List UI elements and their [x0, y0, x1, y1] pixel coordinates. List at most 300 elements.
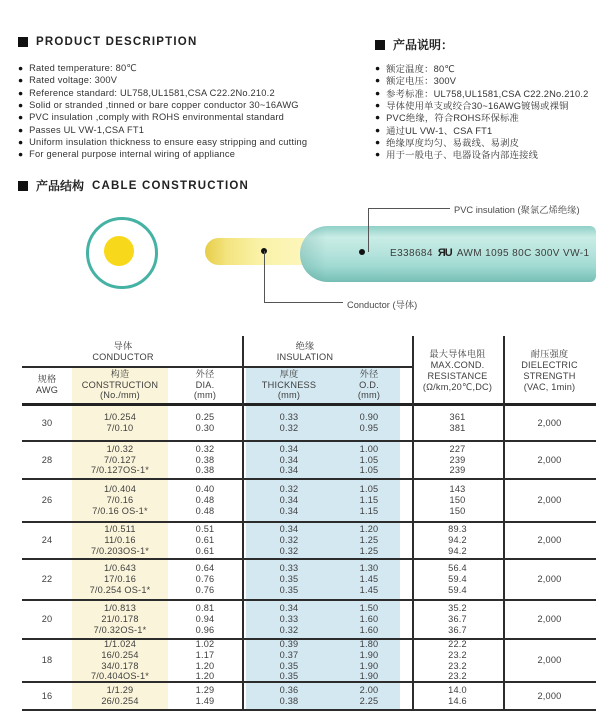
dia-value-line: 0.81	[195, 603, 215, 614]
od-value-line: 2.00	[359, 685, 379, 696]
thickness-value-line: 0.35	[279, 574, 299, 585]
dia-value	[168, 442, 242, 478]
header-line: 厚度	[279, 368, 299, 379]
table-row-awg-22	[22, 560, 596, 601]
header-line: CONDUCTOR	[92, 351, 154, 362]
bullet-icon: ●	[375, 75, 381, 86]
header-line: STRENGTH	[523, 371, 576, 381]
resistance-value-line: 89.3	[448, 524, 467, 535]
header-line: (mm)	[193, 390, 217, 401]
conductor-label: Conductor (导体)	[347, 300, 418, 310]
thickness-value-line: 0.34	[279, 603, 299, 614]
product-notes-heading	[375, 36, 453, 53]
construction-value-line: 1/0.643	[103, 563, 137, 574]
resistance-value-line: 143	[449, 484, 466, 495]
resistance-value-line: 59.4	[448, 584, 467, 595]
header-line: DIA.	[195, 379, 215, 390]
construction-value-line: 34/0.178	[101, 660, 139, 671]
divider-insulation-resistance	[412, 336, 414, 711]
resistance-value	[412, 406, 503, 440]
section-marker-icon	[375, 40, 385, 50]
dielectric-value	[503, 640, 596, 681]
dielectric-value	[503, 683, 596, 709]
thickness-value	[244, 406, 334, 440]
dielectric-value-line: 2,000	[537, 614, 562, 625]
construction-value	[72, 442, 168, 478]
conductor-group-header	[22, 338, 224, 365]
cross-section-conductor	[104, 236, 134, 266]
table-row-awg-18	[22, 640, 596, 683]
bullet-icon: ●	[18, 87, 24, 98]
divider-conductor-insulation	[242, 336, 244, 711]
header-line: RESISTANCE	[427, 371, 488, 381]
bullet-item	[375, 123, 603, 135]
thickness-value-line: 0.34	[279, 454, 299, 465]
insulation-group-header	[240, 338, 370, 365]
dielectric-value	[503, 442, 596, 478]
product-description-heading	[18, 36, 197, 48]
construction-value-line: 1/0.813	[103, 603, 137, 614]
bullet-text: Uniform insulation thickness to ensure easy stripping and cutting	[29, 136, 308, 147]
od-value-line: 1.15	[359, 505, 379, 516]
resistance-value-line: 23.2	[448, 671, 467, 682]
thickness-value-line: 0.35	[279, 660, 299, 671]
header-line: (VAC, 1min)	[523, 381, 576, 392]
product-description-title: PRODUCT DESCRIPTION	[36, 36, 198, 48]
bullet-item	[375, 74, 603, 86]
cable-marking-rating: AWM 1095 80C 300V VW-1	[456, 247, 590, 259]
resistance-value-line: 56.4	[448, 563, 467, 574]
dielectric-value-line: 2,000	[537, 454, 562, 465]
resistance-value-line: 23.2	[448, 660, 467, 671]
dia-value	[168, 601, 242, 638]
bullet-text: Rated temperature: 80℃	[29, 62, 138, 73]
header-line: 规格	[37, 374, 57, 385]
construction-value	[72, 523, 168, 558]
resistance-value-line: 36.7	[448, 614, 467, 625]
bullet-icon: ●	[18, 112, 24, 123]
dia-value-line: 1.29	[195, 685, 215, 696]
construction-value-line: 7/0.404OS-1*	[90, 671, 150, 682]
dia-value-line: 1.20	[195, 660, 215, 671]
dielectric-column-header	[503, 340, 596, 402]
awg-value	[22, 560, 72, 599]
bullet-icon: ●	[375, 149, 381, 160]
bullet-item	[18, 111, 370, 123]
resistance-value	[412, 640, 503, 681]
bullet-text: 参考标准：UL758,UL1581,CSA C22.2No.210.2	[386, 88, 589, 99]
header-line: THICKNESS	[261, 379, 317, 390]
bullet-text: PVC绝缘，符合ROHS环保标准	[386, 113, 519, 124]
resistance-value	[412, 442, 503, 478]
bullet-item	[375, 99, 603, 111]
thickness-value-line: 0.38	[279, 696, 299, 706]
od-value	[334, 480, 404, 521]
thickness-value-line: 0.34	[279, 524, 299, 535]
awg-value-line: 16	[41, 690, 53, 701]
awg-column-header	[22, 368, 72, 402]
cable-marking	[390, 247, 589, 259]
dia-value-line: 0.96	[195, 624, 215, 635]
bullet-item	[375, 136, 603, 148]
bullet-icon: ●	[375, 63, 381, 74]
construction-value-line: 1/0.404	[103, 484, 137, 495]
bullet-icon: ●	[375, 124, 381, 135]
resistance-value-line: 94.2	[448, 545, 467, 556]
header-line: 构造	[110, 368, 130, 379]
bullet-item	[18, 123, 370, 135]
dia-value-line: 1.49	[195, 696, 215, 706]
awg-value-line: 24	[41, 535, 53, 546]
dia-value-line: 0.48	[195, 505, 215, 516]
dielectric-value-line: 2,000	[537, 417, 562, 428]
dia-value-line: 1.17	[195, 649, 215, 660]
od-value-line: 1.30	[359, 563, 379, 574]
awg-value	[22, 480, 72, 521]
construction-column-header	[72, 368, 168, 402]
awg-value	[22, 683, 72, 709]
construction-value-line: 7/0.10	[106, 423, 134, 433]
bullet-icon: ●	[375, 112, 381, 123]
resistance-value-line: 361	[449, 412, 466, 423]
dia-value-line: 0.30	[195, 423, 215, 433]
product-notes-list	[375, 62, 603, 160]
bullet-item	[18, 148, 370, 160]
resistance-value-line: 35.2	[448, 603, 467, 614]
resistance-value-line: 150	[449, 495, 466, 506]
bullet-item	[18, 99, 370, 111]
construction-value-line: 1/0.511	[104, 524, 136, 535]
bullet-text: Rated voltage: 300V	[29, 75, 118, 86]
resistance-value	[412, 601, 503, 638]
bullet-icon: ●	[18, 124, 24, 135]
construction-value	[72, 480, 168, 521]
thickness-value-line: 0.34	[279, 465, 299, 476]
header-line: 外径	[359, 368, 379, 379]
resistance-value-line: 14.6	[448, 696, 467, 706]
dielectric-value	[503, 560, 596, 599]
spec-table	[22, 336, 596, 711]
awg-value-line: 20	[41, 614, 53, 625]
bullet-icon: ●	[375, 136, 381, 147]
construction-value	[72, 406, 168, 440]
header-line: (mm)	[357, 390, 381, 401]
construction-value	[72, 640, 168, 681]
header-line: (Ω/km,20℃,DC)	[422, 381, 493, 392]
awg-value	[22, 406, 72, 440]
dia-value-line: 0.64	[195, 563, 215, 574]
product-notes-title: 产品说明：	[393, 38, 454, 52]
thickness-value-line: 0.34	[279, 495, 299, 506]
resistance-value-line: 239	[449, 465, 466, 476]
awg-value	[22, 523, 72, 558]
dielectric-value	[503, 406, 596, 440]
pvc-leader-dot	[359, 249, 365, 255]
od-value-line: 1.60	[359, 614, 379, 625]
awg-value	[22, 442, 72, 478]
od-value-line: 0.95	[359, 423, 379, 433]
thickness-value-line: 0.32	[279, 423, 299, 433]
resistance-value-line: 59.4	[448, 574, 467, 585]
thickness-value	[244, 683, 334, 709]
header-line: INSULATION	[276, 351, 334, 362]
construction-value	[72, 683, 168, 709]
construction-value-line: 11/0.16	[104, 535, 136, 546]
thickness-value	[244, 640, 334, 681]
bullet-icon: ●	[18, 63, 24, 74]
insulation-cylinder	[300, 226, 596, 282]
resistance-value-line: 36.7	[448, 624, 467, 635]
construction-value-line: 16/0.254	[101, 649, 139, 660]
header-line: 绝缘	[295, 340, 315, 351]
resistance-column-header	[412, 340, 503, 402]
od-value-line: 0.90	[359, 412, 379, 423]
od-value-line: 1.80	[359, 638, 379, 649]
dia-value	[168, 480, 242, 521]
od-value-line: 1.50	[359, 603, 379, 614]
cable-construction-heading	[18, 177, 249, 194]
bullet-text: Passes UL VW-1,CSA FT1	[29, 124, 145, 135]
resistance-value	[412, 480, 503, 521]
header-line: 导体	[113, 340, 133, 351]
dielectric-value	[503, 601, 596, 638]
dielectric-value-line: 2,000	[537, 495, 562, 506]
bullet-item	[375, 62, 603, 74]
dia-value-line: 0.51	[195, 524, 215, 535]
header-line: MAX.COND.	[430, 360, 485, 371]
cable-construction-title-cn: 产品结构	[36, 179, 85, 193]
dia-value-line: 1.20	[195, 671, 215, 682]
dia-value-line: 0.76	[195, 584, 215, 595]
thickness-value	[244, 442, 334, 478]
od-value	[334, 523, 404, 558]
thickness-value-line: 0.32	[279, 535, 299, 546]
thickness-value-line: 0.35	[279, 584, 299, 595]
thickness-value-line: 0.32	[279, 545, 299, 556]
pvc-insulation-label: PVC insulation (聚氯乙烯绝缘)	[454, 205, 580, 215]
header-line: 最大导体电阻	[429, 349, 486, 360]
bullet-text: 额定电压：300V	[386, 76, 457, 87]
thickness-value	[244, 601, 334, 638]
divider-resistance-dielectric	[503, 336, 505, 711]
od-value-line: 1.25	[359, 545, 379, 556]
dia-value-line: 0.32	[195, 443, 215, 454]
table-row-awg-28	[22, 442, 596, 480]
resistance-value	[412, 560, 503, 599]
thickness-value-line: 0.36	[279, 685, 299, 696]
header-line: 外径	[195, 368, 215, 379]
construction-value-line: 7/0.127	[103, 454, 137, 465]
bullet-item	[18, 62, 370, 74]
bullet-item	[375, 111, 603, 123]
thickness-value-line: 0.34	[279, 443, 299, 454]
construction-value-line: 1/0.32	[106, 443, 134, 454]
od-value-line: 1.90	[359, 660, 379, 671]
construction-value	[72, 560, 168, 599]
bullet-text: 通过UL VW-1、CSA FT1	[386, 125, 493, 136]
thickness-value-line: 0.35	[279, 671, 299, 682]
od-value-line: 1.90	[359, 671, 379, 682]
construction-value-line: 21/0.178	[101, 614, 139, 625]
dia-value	[168, 640, 242, 681]
bullet-icon: ●	[18, 75, 24, 86]
construction-value-line: 1/0.254	[103, 412, 137, 423]
thickness-value-line: 0.33	[279, 412, 299, 423]
pvc-leader-line-horizontal	[368, 208, 450, 209]
resistance-value-line: 23.2	[448, 649, 467, 660]
awg-value-line: 22	[41, 574, 53, 585]
od-value-line: 1.90	[359, 649, 379, 660]
awg-value-line: 28	[41, 454, 53, 465]
table-row-awg-24	[22, 523, 596, 560]
product-description-list	[18, 62, 370, 160]
resistance-value-line: 239	[449, 454, 466, 465]
bullet-text: 导体使用单支或绞合30~16AWG镀锡或裸铜	[386, 101, 569, 112]
dia-value	[168, 560, 242, 599]
dia-value-line: 0.61	[195, 545, 215, 556]
od-value-line: 1.05	[359, 454, 379, 465]
dia-value-line: 0.38	[195, 465, 215, 476]
dielectric-value-line: 2,000	[537, 574, 562, 585]
header-line: 耐压强度	[530, 349, 569, 360]
construction-value-line: 7/0.16	[106, 495, 134, 506]
resistance-value-line: 94.2	[448, 535, 467, 546]
header-line: O.D.	[359, 379, 379, 390]
conductor-leader-line-vertical	[264, 251, 265, 302]
bullet-item	[18, 136, 370, 148]
bullet-text: 绝缘厚度均匀、易裁线、易剥皮	[386, 137, 520, 148]
bullet-text: 用于一般电子、电器设备内部连接线	[386, 150, 539, 161]
construction-value-line: 1/1.29	[106, 685, 134, 696]
od-value-line: 1.20	[359, 524, 379, 535]
bullet-text: Reference standard: UL758,UL1581,CSA C22.2No.210.2	[29, 87, 275, 98]
bullet-text: PVC insulation ,comply with ROHS environmental standard	[29, 112, 285, 123]
od-value	[334, 560, 404, 599]
table-row-awg-20	[22, 601, 596, 640]
awg-value	[22, 640, 72, 681]
thickness-value-line: 0.33	[279, 563, 299, 574]
thickness-value-line: 0.32	[279, 484, 299, 495]
construction-value-line: 26/0.254	[101, 696, 139, 706]
section-marker-icon	[18, 181, 28, 191]
resistance-value	[412, 683, 503, 709]
bullet-item	[18, 87, 370, 99]
awg-value-line: 30	[41, 417, 53, 428]
od-column-header	[334, 368, 404, 402]
dia-value-line: 1.02	[195, 638, 215, 649]
thickness-value-line: 0.37	[279, 649, 299, 660]
od-value-line: 1.00	[359, 443, 379, 454]
header-line: DIELECTRIC	[521, 360, 578, 371]
dia-value-line: 0.25	[195, 412, 215, 423]
spec-table-header	[22, 336, 596, 406]
pvc-leader-line-vertical	[368, 208, 369, 252]
od-value	[334, 601, 404, 638]
resistance-value-line: 227	[449, 443, 466, 454]
dia-column-header	[168, 368, 242, 402]
header-line: CONSTRUCTION	[81, 379, 159, 390]
construction-value-line: 7/0.203OS-1*	[90, 545, 150, 556]
construction-value-line: 7/0.127OS-1*	[90, 465, 150, 476]
bullet-icon: ●	[18, 149, 24, 160]
thickness-value	[244, 480, 334, 521]
awg-value-line: 18	[41, 655, 53, 666]
od-value	[334, 640, 404, 681]
table-row-awg-16	[22, 683, 596, 711]
thickness-column-header	[244, 368, 334, 402]
bullet-text: For general purpose internal wiring of appliance	[29, 149, 236, 160]
bullet-text: Solid or stranded ,tinned or bare copper conductor 30~16AWG	[29, 100, 299, 111]
dia-value	[168, 683, 242, 709]
dia-value-line: 0.76	[195, 574, 215, 585]
construction-value-line: 17/0.16	[103, 574, 137, 585]
table-row-awg-30	[22, 406, 596, 442]
header-line: AWG	[35, 385, 59, 395]
bullet-item	[375, 148, 603, 160]
thickness-value-line: 0.33	[279, 614, 299, 625]
dia-value-line: 0.61	[195, 535, 215, 546]
bullet-item	[18, 74, 370, 86]
od-value-line: 1.45	[359, 584, 379, 595]
dia-value-line: 0.40	[195, 484, 215, 495]
od-value-line: 1.05	[359, 465, 379, 476]
od-value-line: 1.25	[359, 535, 379, 546]
od-value-line: 1.45	[359, 574, 379, 585]
dia-value-line: 0.38	[195, 454, 215, 465]
resistance-value-line: 22.2	[448, 638, 467, 649]
bullet-icon: ●	[18, 100, 24, 111]
od-value	[334, 683, 404, 709]
dielectric-value	[503, 523, 596, 558]
construction-value	[72, 601, 168, 638]
od-value-line: 1.15	[359, 495, 379, 506]
table-row-awg-26	[22, 480, 596, 523]
bullet-text: 额定温度：80℃	[386, 64, 456, 75]
resistance-value-line: 150	[449, 505, 466, 516]
cable-marking-file-number: E338684	[390, 247, 433, 259]
od-value	[334, 406, 404, 440]
dielectric-value-line: 2,000	[537, 535, 562, 546]
dielectric-value-line: 2,000	[537, 690, 562, 701]
dia-value-line: 0.48	[195, 495, 215, 506]
construction-value-line: 1/1.024	[103, 638, 137, 649]
ul-recognized-mark-icon: ЯU	[437, 247, 452, 259]
resistance-value-line: 14.0	[448, 685, 467, 696]
construction-value-line: 7/0.254 OS-1*	[89, 584, 151, 595]
thickness-value	[244, 523, 334, 558]
od-value-line: 2.25	[359, 696, 379, 706]
spec-table-rows	[22, 406, 596, 711]
od-value	[334, 442, 404, 478]
cable-construction-title-en: CABLE CONSTRUCTION	[92, 179, 250, 192]
dia-value	[168, 523, 242, 558]
bullet-icon: ●	[18, 136, 24, 147]
thickness-value-line: 0.34	[279, 505, 299, 516]
awg-value-line: 26	[41, 495, 53, 506]
construction-value-line: 7/0.32OS-1*	[93, 624, 147, 635]
awg-value	[22, 601, 72, 638]
section-marker-icon	[18, 37, 28, 47]
thickness-value-line: 0.39	[279, 638, 299, 649]
dielectric-value	[503, 480, 596, 521]
resistance-value-line: 381	[449, 423, 466, 433]
bullet-item	[375, 87, 603, 99]
construction-value-line: 7/0.16 OS-1*	[92, 505, 148, 516]
dielectric-value-line: 2,000	[537, 655, 562, 666]
thickness-value	[244, 560, 334, 599]
od-value-line: 1.05	[359, 484, 379, 495]
dia-value-line: 0.94	[195, 614, 215, 625]
